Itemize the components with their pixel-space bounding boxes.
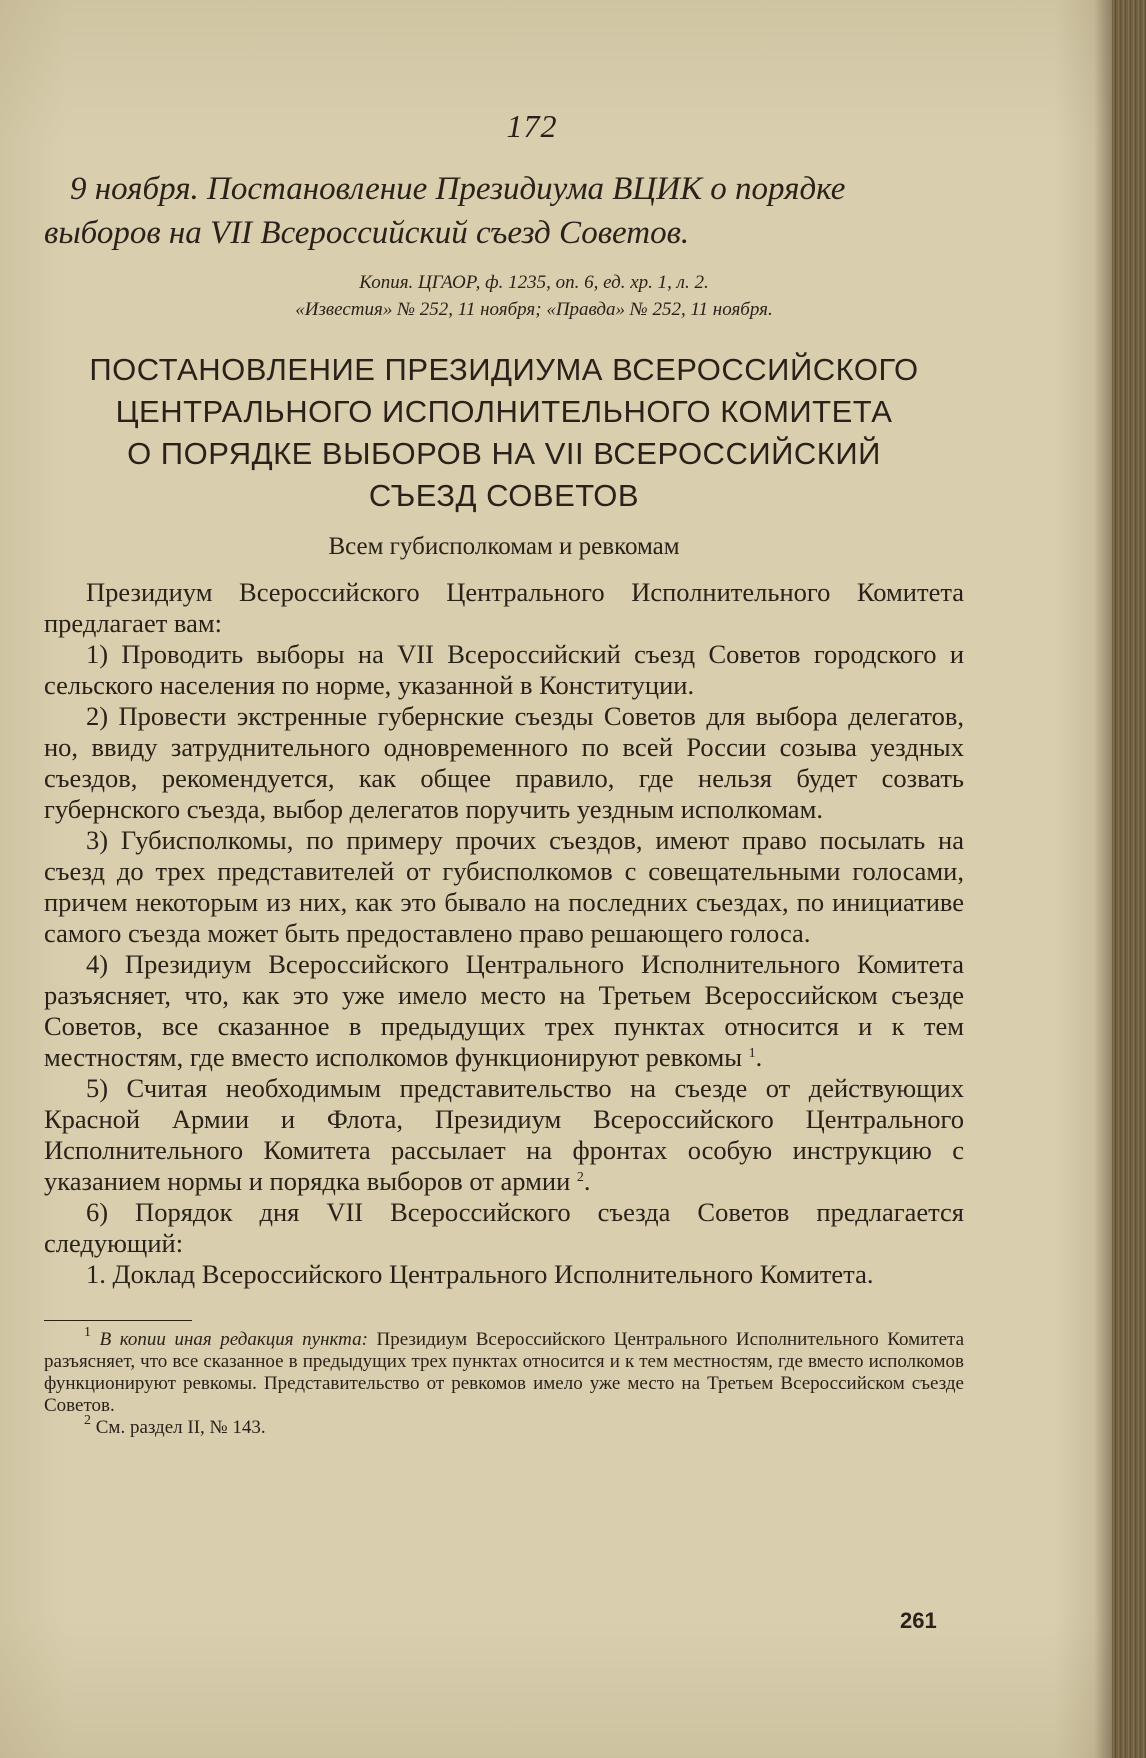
heading-line: О ПОРЯДКЕ ВЫБОРОВ НА VII ВСЕРОССИЙСКИЙ bbox=[127, 436, 881, 471]
heading-line: ЦЕНТРАЛЬНОГО ИСПОЛНИТЕЛЬНОГО КОМИТЕТА bbox=[115, 394, 893, 429]
page-gutter-shadow bbox=[1094, 0, 1112, 1758]
paragraph: 1. Доклад Всероссийского Центрального Исполнительного Комитета. bbox=[86, 1259, 874, 1289]
heading-line: СЪЕЗД СОВЕТОВ bbox=[368, 478, 640, 513]
paragraph: 4) Президиум Всероссийского Центрального Исполнительного Комитета разъясняет, что, как это уже имело место на Третьем Всероссийском съезде Советов, все сказанное в предыдущих трех пунктах относится и к тем местностям, где вместо исполкомов функционируют ревкомы $^1$. bbox=[44, 949, 964, 1072]
document-title: 9 ноября. Постановление Президиума ВЦИК о порядке выборов на VII Всероссийский съезд Советов. bbox=[44, 171, 846, 251]
document-number: 172 bbox=[506, 108, 558, 144]
paragraph: Президиум Всероссийского Центрального Исполнительного Комитета предлагает вам: bbox=[44, 577, 964, 638]
paragraph-text: 5) Считая необходимым представительство на съезде от действующих Красной Армии и Флота, Президиум Всероссийского Центрального Исполнительного Комитета рассылает на фронтах особую инструкцию с указанием нормы и порядка выборов от армии bbox=[44, 1073, 964, 1196]
footnote-text: См. раздел II, № 143. bbox=[95, 1417, 266, 1438]
page-content bbox=[44, 108, 964, 1439]
paragraph: 1) Проводить выборы на VII Всероссийский съезд Советов городского и сельского населения по норме, указанной в Конституции. bbox=[44, 639, 964, 700]
paragraph: 5) Считая необходимым представительство на съезде от действующих Красной Армии и Флота, Президиум Всероссийского Центрального Исполнительного Комитета рассылает на фронтах особую инструкцию с указанием нормы и порядка выборов от армии $^2$. bbox=[44, 1073, 964, 1196]
book-edge bbox=[1112, 0, 1146, 1758]
footnote-reference[interactable]: 2 bbox=[576, 1170, 584, 1185]
footnote bbox=[44, 1413, 964, 1439]
paragraph: 3) Губисполкомы, по примеру прочих съездов, имеют право посылать на съезд до трех представителей от губисполкомов с совещательными голосами, причем некоторым из них, как это бывало на последних съездах, по инициативе самого съезда может быть предоставлено право решающего голоса. bbox=[44, 825, 964, 948]
paragraph: 6) Порядок дня VII Всероссийского съезда Советов предлагается следующий: bbox=[44, 1197, 964, 1258]
page-number: 261 bbox=[900, 1608, 937, 1633]
footnote-marker: 1 bbox=[84, 1325, 91, 1340]
footnote-reference[interactable]: 1 bbox=[748, 1046, 756, 1061]
footnote bbox=[44, 1325, 965, 1417]
heading-line: ПОСТАНОВЛЕНИЕ ПРЕЗИДИУМА ВСЕРОССИЙСКОГО bbox=[89, 352, 919, 387]
resolution-heading bbox=[44, 349, 964, 517]
footnotes bbox=[44, 1325, 965, 1439]
paragraph: 2) Провести экстренные губернские съезды Советов для выбора делегатов, но, ввиду затруднительного одновременного по всей России созыва уездных съездов, рекомендуется, как общее правило, где нельзя будет созвать губернского съезда, выбор делегатов поручить уездным исполкомам. bbox=[44, 701, 964, 824]
source-line: «Известия» № 252, 11 ноября; «Правда» № 252, 11 ноября. bbox=[295, 299, 773, 320]
footnote-divider bbox=[44, 1320, 192, 1321]
document-body bbox=[44, 577, 964, 1290]
addressee: Всем губисполкомам и ревкомам bbox=[328, 533, 680, 560]
footnote-marker: 2 bbox=[84, 1413, 91, 1428]
paragraph-text: 4) Президиум Всероссийского Центрального Исполнительного Комитета разъясняет, что, как это уже имело место на Третьем Всероссийском съезде Советов, все сказанное в предыдущих трех пунктах относится и к тем местностям, где вместо исполкомов функционируют ревкомы bbox=[44, 949, 964, 1072]
source-line: Копия. ЦГАОР, ф. 1235, оп. 6, ед. хр. 1, л. 2. bbox=[359, 272, 709, 293]
footnote-text: Президиум Всероссийского Центрального Исполнительного Комитета разъясняет, что все сказанное в предыдущих трех пунктах относится и к тем местностям, где вместо исполкомов функционируют ревкомы. Представительство от ревкомов имело уже место на Третьем Всероссийском съезде Советов. bbox=[44, 1329, 965, 1416]
footnote-italic-lead: В копии иная редакция пункта: bbox=[99, 1329, 368, 1350]
source-references bbox=[104, 269, 964, 323]
